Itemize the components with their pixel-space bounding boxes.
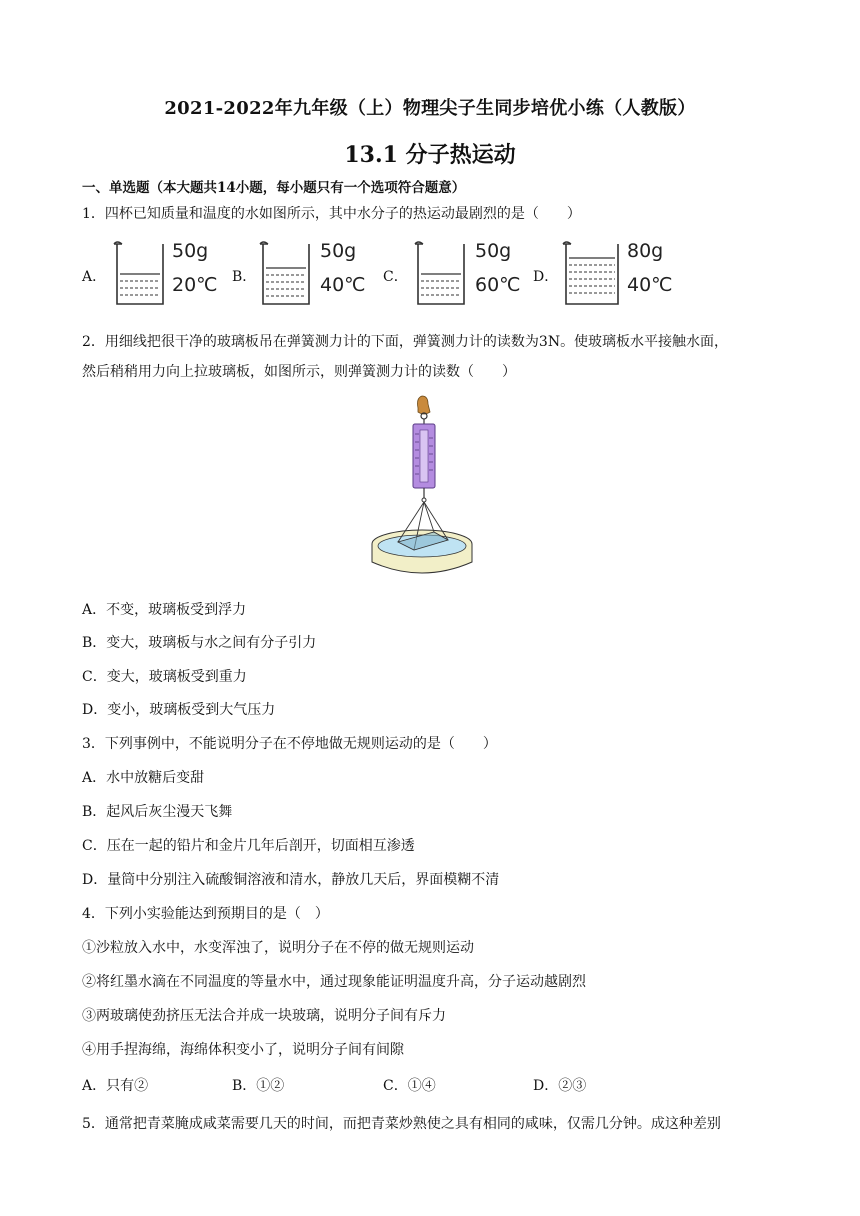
spring-scale-figure: [368, 394, 476, 580]
q1-option-d[interactable]: [533, 238, 683, 308]
q1-option-c-mass: 50g: [475, 240, 512, 262]
lesson-title: 13.1 分子热运动: [344, 142, 516, 168]
q3-option-b[interactable]: B．起风后灰尘漫天飞舞: [82, 804, 233, 820]
question-3-stem: 3．下列事例中，不能说明分子在不停地做无规则运动的是（ ）: [82, 736, 497, 752]
section-heading: 一、单选题（本大题共14小题，每小题只有一个选项符合题意）: [82, 180, 466, 196]
q3-option-c[interactable]: C．压在一起的铅片和金片几年后剖开，切面相互渗透: [82, 838, 415, 854]
beaker-icon: [110, 238, 170, 308]
q4-statement-2: ②将红墨水滴在不同温度的等量水中，通过现象能证明温度升高，分子运动越剧烈: [82, 974, 586, 990]
q1-option-c-letter: C．: [383, 269, 408, 285]
q2-option-d[interactable]: D．变小，玻璃板受到大气压力: [82, 702, 276, 718]
beaker-icon: [411, 238, 471, 308]
q1-option-a-letter: A．: [82, 269, 107, 285]
q1-option-a[interactable]: [82, 238, 222, 308]
question-2-stem-line-1: 2．用细线把很干净的玻璃板吊在弹簧测力计的下面，弹簧测力计的读数为3N。使玻璃板水平接触水面，: [82, 334, 729, 350]
q4-statement-1: ①沙粒放入水中，水变浑浊了，说明分子在不停的做无规则运动: [82, 940, 474, 956]
q1-option-d-mass: 80g: [627, 240, 664, 262]
q4-option-c[interactable]: C．①④: [383, 1078, 436, 1094]
question-1-stem: 1．四杯已知质量和温度的水如图所示，其中水分子的热运动最剧烈的是（ ）: [82, 206, 581, 222]
question-2-stem-line-2: 然后稍稍用力向上拉玻璃板，如图所示，则弹簧测力计的读数（ ）: [82, 364, 516, 380]
q1-option-b-temp: 40℃: [320, 274, 366, 296]
q1-option-d-temp: 40℃: [627, 274, 673, 296]
q4-option-d[interactable]: D．②③: [533, 1078, 587, 1094]
document-title: 2021-2022年九年级（上）物理尖子生同步培优小练（人教版）: [164, 98, 696, 119]
q3-option-a[interactable]: A．水中放糖后变甜: [82, 770, 205, 786]
q1-option-b-letter: B．: [232, 269, 257, 285]
q4-option-b[interactable]: B．①②: [232, 1078, 285, 1094]
q4-statement-4: ④用手捏海绵，海绵体积变小了，说明分子间有间隙: [82, 1042, 404, 1058]
q2-option-a[interactable]: A．不变，玻璃板受到浮力: [82, 602, 247, 618]
beaker-icon: [559, 238, 625, 308]
q4-statement-3: ③两玻璃使劲挤压无法合并成一块玻璃，说明分子间有斥力: [82, 1008, 446, 1024]
q4-option-a[interactable]: A．只有②: [82, 1078, 149, 1094]
q1-option-d-letter: D．: [533, 269, 559, 285]
q2-option-c[interactable]: C．变大，玻璃板受到重力: [82, 669, 247, 685]
q1-option-a-temp: 20℃: [172, 274, 218, 296]
beaker-icon: [256, 238, 316, 308]
q1-option-b-mass: 50g: [320, 240, 357, 262]
q1-option-c-temp: 60℃: [475, 274, 521, 296]
q1-option-b[interactable]: [232, 238, 372, 308]
q1-option-a-mass: 50g: [172, 240, 209, 262]
q2-option-b[interactable]: B．变大，玻璃板与水之间有分子引力: [82, 635, 317, 651]
question-5-stem: 5．通常把青菜腌成咸菜需要几天的时间，而把青菜炒熟使之具有相同的咸味，仅需几分钟。成这种差别: [82, 1116, 721, 1132]
q3-option-d[interactable]: D．量筒中分别注入硫酸铜溶液和清水，静放几天后，界面模糊不清: [82, 872, 500, 888]
question-4-stem: 4．下列小实验能达到预期目的是（ ）: [82, 906, 329, 922]
q1-option-c[interactable]: [383, 238, 523, 308]
